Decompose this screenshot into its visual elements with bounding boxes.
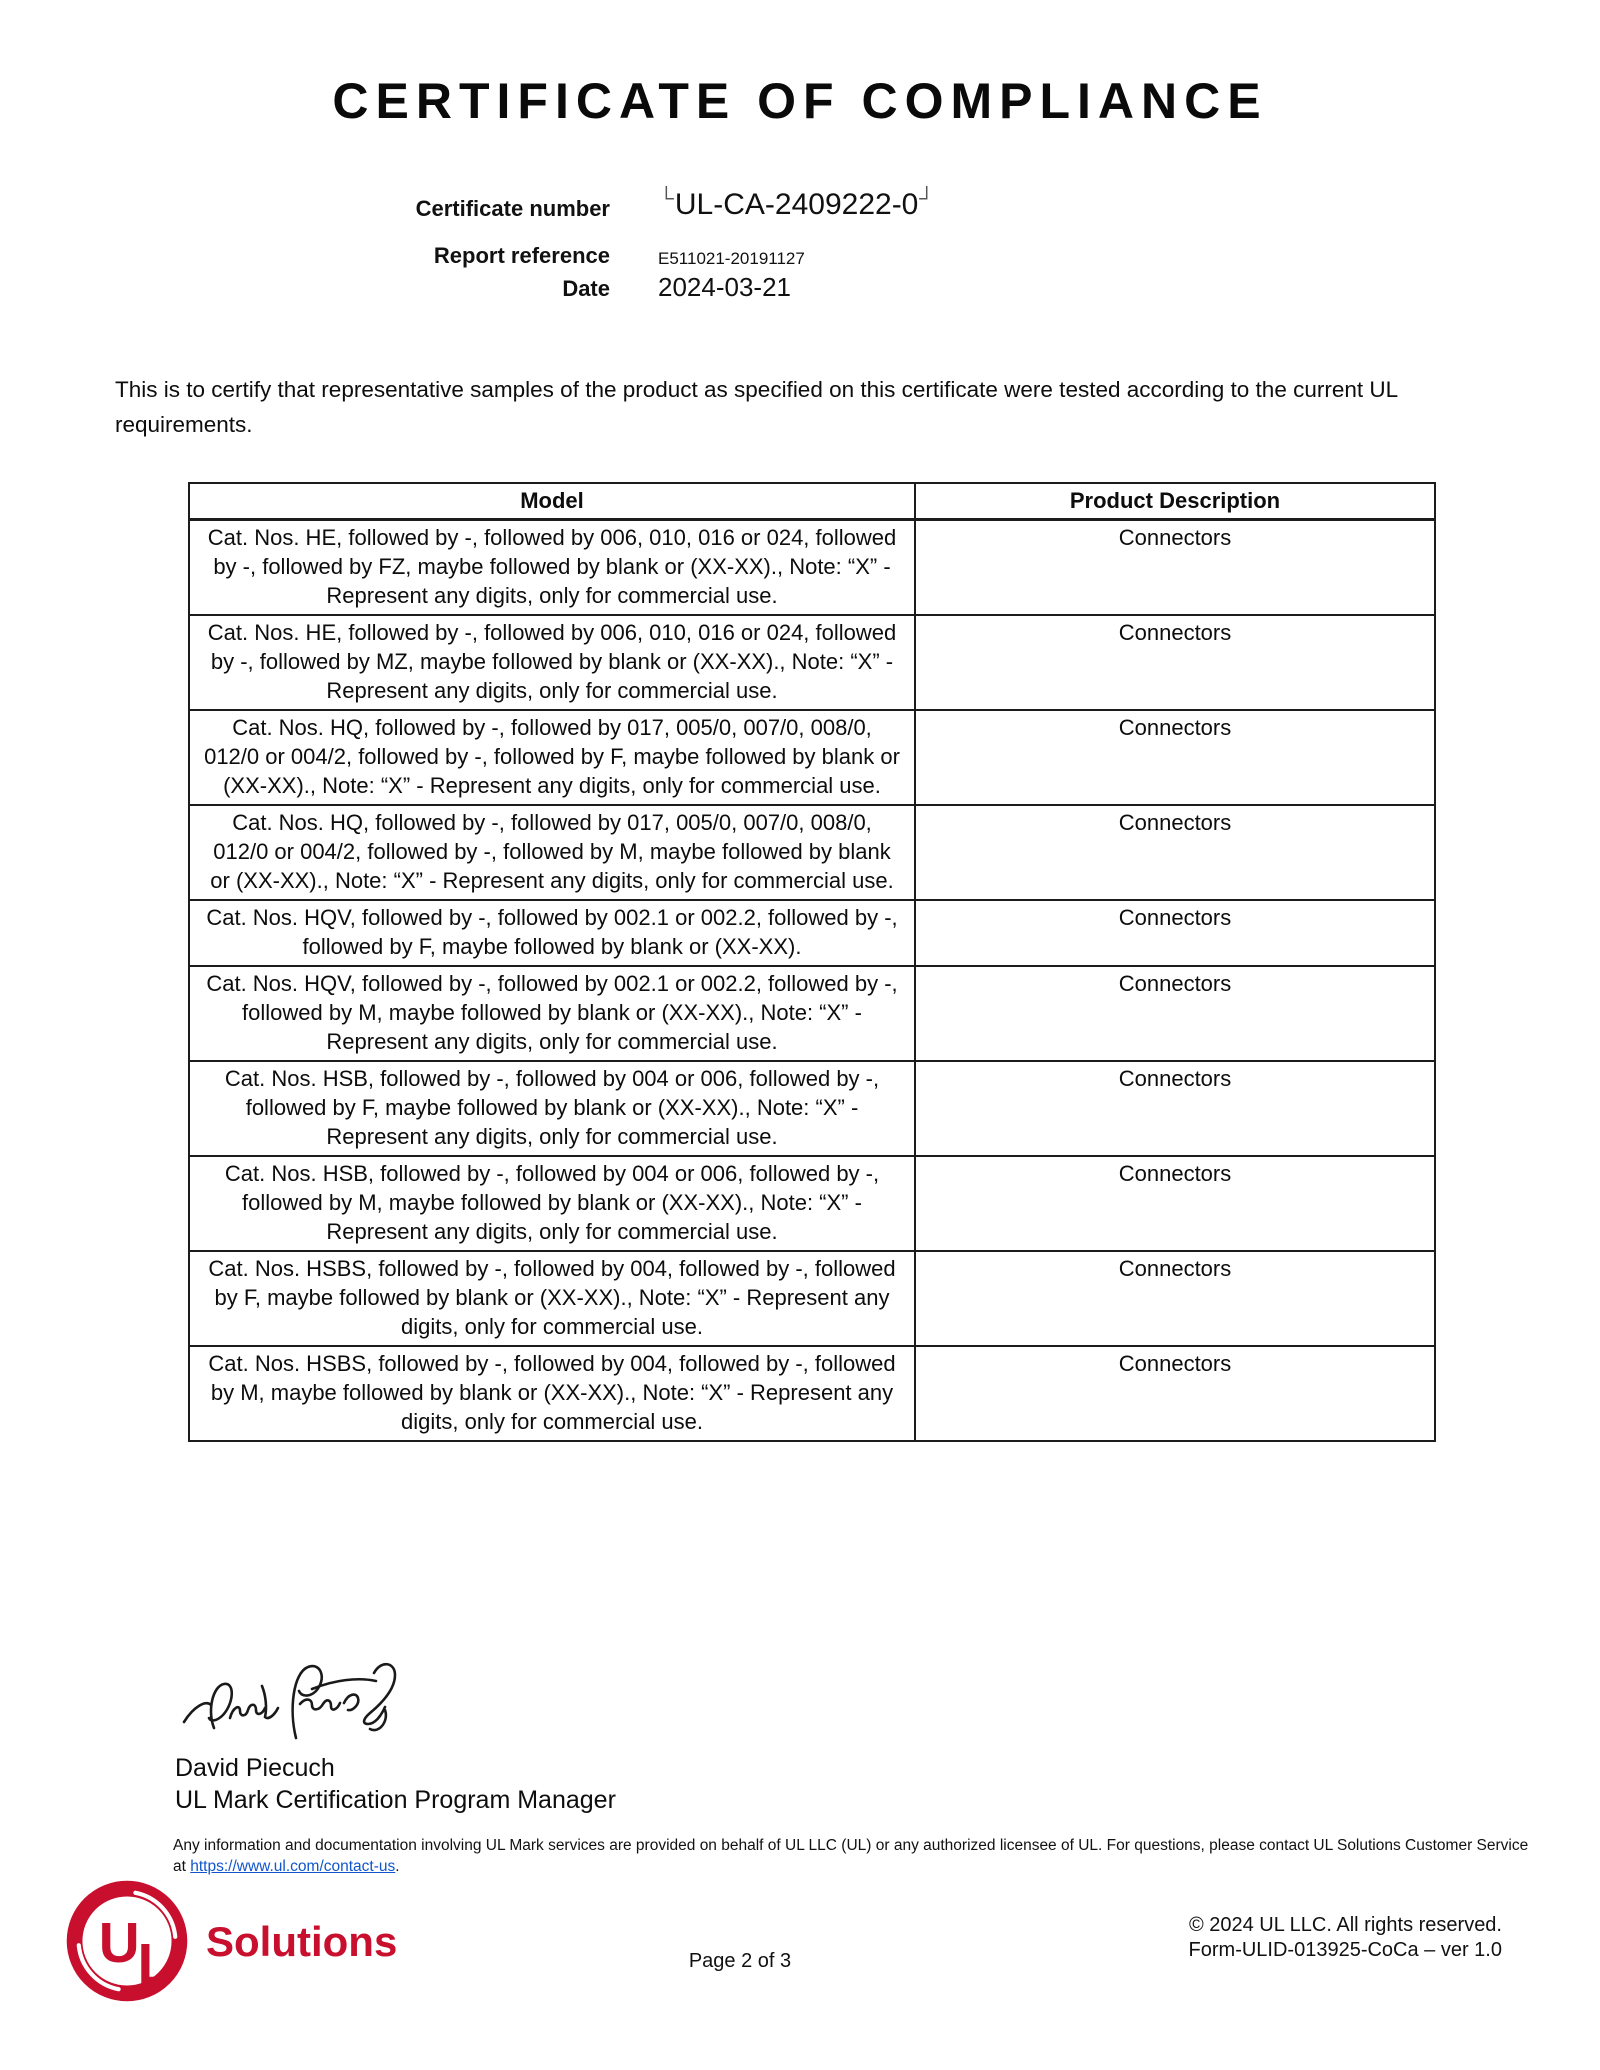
legal-text-period: . <box>395 1857 400 1875</box>
description-cell: Connectors <box>915 1346 1435 1441</box>
ul-logo-letter-l: L <box>137 1931 173 1995</box>
table-row <box>189 1061 1435 1156</box>
column-header-product-description: Product Description <box>915 483 1435 520</box>
date-value: 2024-03-21 <box>658 272 791 302</box>
model-cell: Cat. Nos. HE, followed by -, followed by 006, 010, 016 or 024, followed by -, followed by MZ, maybe followed by blank or (XX-XX)., Note: “X” - Represent any digits, only for commercial use. <box>189 615 915 710</box>
ul-logo-letter-u: U <box>98 1910 140 1974</box>
corner-mark-left: └ <box>659 187 674 210</box>
description-cell: Connectors <box>915 710 1435 805</box>
certification-statement: This is to certify that representative samples of the product as specified on this certificate were tested according to the current UL requirements. <box>115 377 1398 437</box>
report-reference-value: E511021-20191127 <box>658 249 805 268</box>
legal-text: Any information and documentation involving UL Mark services are provided on behalf of UL LLC (UL) or any authorized licensee of UL. For questions, please contact UL Solutions Customer Service at <box>173 1837 1529 1875</box>
signatory-role: UL Mark Certification Program Manager <box>175 1786 616 1814</box>
table-row <box>189 805 1435 900</box>
table-row <box>189 1346 1435 1441</box>
description-cell: Connectors <box>915 900 1435 966</box>
model-cell: Cat. Nos. HSBS, followed by -, followed by 004, followed by -, followed by F, maybe followed by blank or (XX-XX)., Note: “X” - Represent any digits, only for commercial use. <box>189 1251 915 1346</box>
table-row <box>189 520 1435 616</box>
table-row <box>189 966 1435 1061</box>
model-cell: Cat. Nos. HQ, followed by -, followed by 017, 005/0, 007/0, 008/0, 012/0 or 004/2, followed by -, followed by M, maybe followed by blank or (XX-XX)., Note: “X” - Represent any digits, only for commercial use. <box>189 805 915 900</box>
table-row <box>189 900 1435 966</box>
model-cell: Cat. Nos. HSB, followed by -, followed by 004 or 006, followed by -, followed by F, maybe followed by blank or (XX-XX)., Note: “X” - Represent any digits, only for commercial use. <box>189 1061 915 1156</box>
ul-logo <box>58 1876 196 2006</box>
table-header-row <box>189 483 1435 520</box>
model-cell: Cat. Nos. HQV, followed by -, followed by 002.1 or 002.2, followed by -, followed by F, maybe followed by blank or (XX-XX). <box>189 900 915 966</box>
solutions-wordmark: Solutions <box>206 1918 398 1965</box>
table-row <box>189 710 1435 805</box>
signatory-name: David Piecuch <box>175 1754 335 1782</box>
description-cell: Connectors <box>915 966 1435 1061</box>
table-row <box>189 1156 1435 1251</box>
column-header-model: Model <box>189 483 915 520</box>
contact-link[interactable]: https://www.ul.com/contact-us <box>190 1857 396 1875</box>
signatory-block <box>175 1752 616 1816</box>
model-cell: Cat. Nos. HQV, followed by -, followed by 002.1 or 002.2, followed by -, followed by M, maybe followed by blank or (XX-XX)., Note: “X” - Represent any digits, only for commercial use. <box>189 966 915 1061</box>
signature-image <box>178 1658 428 1758</box>
certificate-number-label: Certificate number <box>415 196 610 221</box>
page-title: CERTIFICATE OF COMPLIANCE <box>332 73 1268 129</box>
copyright-line: © 2024 UL LLC. All rights reserved. <box>1188 1914 1502 1936</box>
models-table <box>188 482 1436 1442</box>
page-number: Page 2 of 3 <box>688 1950 792 1972</box>
table-row <box>189 615 1435 710</box>
form-id-line: Form-ULID-013925-CoCa – ver 1.0 <box>1188 1939 1502 1961</box>
description-cell: Connectors <box>915 615 1435 710</box>
date-label: Date <box>562 276 610 301</box>
legal-notice <box>173 1836 1545 1877</box>
model-cell: Cat. Nos. HE, followed by -, followed by 006, 010, 016 or 024, followed by -, followed by FZ, maybe followed by blank or (XX-XX)., Note: “X” - Represent any digits, only for commercial use. <box>189 520 915 616</box>
model-cell: Cat. Nos. HQ, followed by -, followed by 017, 005/0, 007/0, 008/0, 012/0 or 004/2, followed by -, followed by F, maybe followed by blank or (XX-XX)., Note: “X” - Represent any digits, only for commercial use. <box>189 710 915 805</box>
copyright-block <box>1189 1913 1502 1963</box>
description-cell: Connectors <box>915 1061 1435 1156</box>
description-cell: Connectors <box>915 805 1435 900</box>
description-cell: Connectors <box>915 1251 1435 1346</box>
certificate-number-value <box>658 188 935 222</box>
description-cell: Connectors <box>915 1156 1435 1251</box>
model-cell: Cat. Nos. HSB, followed by -, followed by 004 or 006, followed by -, followed by M, maybe followed by blank or (XX-XX)., Note: “X” - Represent any digits, only for commercial use. <box>189 1156 915 1251</box>
description-cell: Connectors <box>915 520 1435 616</box>
corner-mark-right: ┘ <box>919 187 935 210</box>
certificate-number-text: UL-CA-2409222-0 <box>674 188 919 221</box>
table-row <box>189 1251 1435 1346</box>
report-reference-label: Report reference <box>433 243 610 268</box>
model-cell: Cat. Nos. HSBS, followed by -, followed by 004, followed by -, followed by M, maybe followed by blank or (XX-XX)., Note: “X” - Represent any digits, only for commercial use. <box>189 1346 915 1441</box>
